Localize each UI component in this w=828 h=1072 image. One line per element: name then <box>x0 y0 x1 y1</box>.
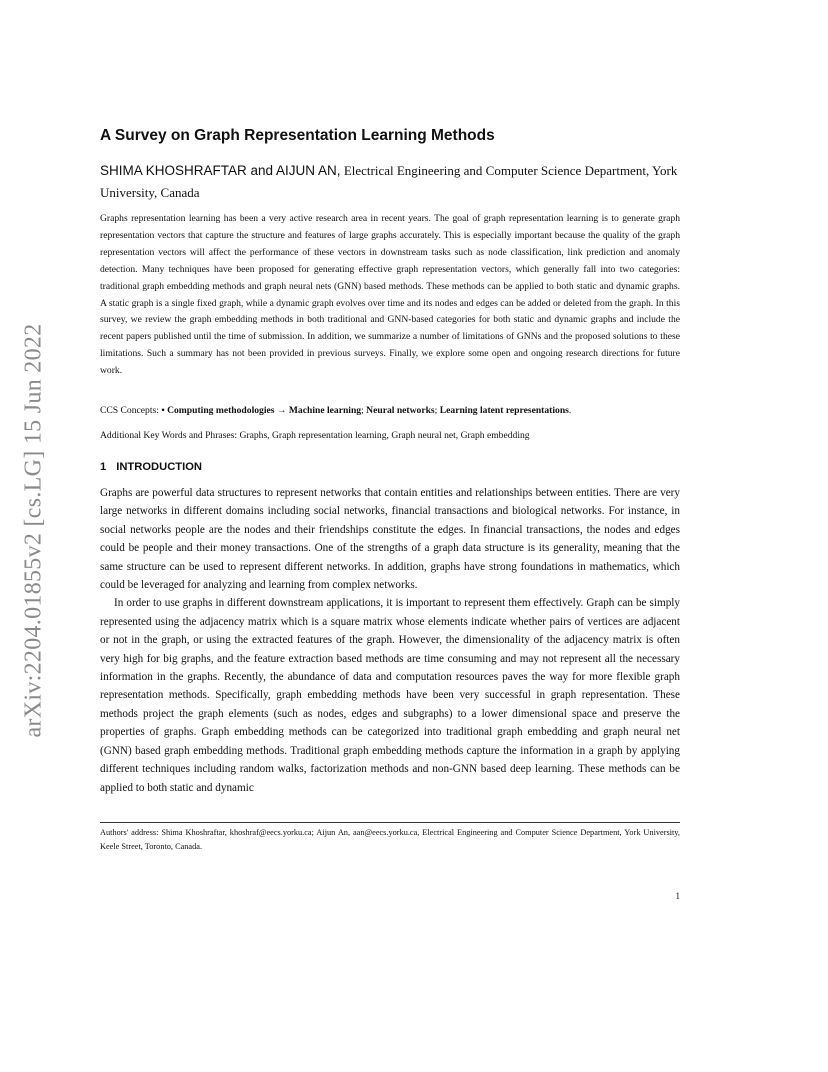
ccs-separator: ; <box>361 405 367 416</box>
paragraph: In order to use graphs in different downstream applications, it is important to represent them effectively. Graph can be simply represented using the adjacency matrix which is a square matrix whose elements indicate whether pairs of vertices are adjacent or not in the graph, or using the extracted features of the graph. However, the dimensionality of the adjacency matrix is often very high for big graphs, and the feature extraction based methods are time consuming and may not represent all the necessary information in the graphs. Recently, the abundance of data and computation resources paves the way for more flexible graph representation methods. Specifically, graph embedding methods have been very successful in graph representation. These methods project the graph elements (such as nodes, edges and subgraphs) to a lower dimensional space and preserve the properties of graphs. Graph embedding methods can be categorized into traditional graph embedding and graph neural net (GNN) based graph embedding methods. Traditional graph embedding methods capture the information in a graph by applying different techniques including random walks, factorization methods and non-GNN based deep learning. These methods can be applied to both static and dynamic <box>100 597 680 794</box>
ccs-end: . <box>568 405 572 416</box>
body-text <box>100 484 680 797</box>
keywords: Additional Key Words and Phrases: Graphs, Graph representation learning, Graph neural net, Graph embedding <box>100 430 530 441</box>
page-number: 1 <box>675 891 680 901</box>
paper-title: A Survey on Graph Representation Learning Methods <box>100 127 495 144</box>
author-block <box>100 160 680 204</box>
ccs-arrow: → <box>274 405 289 416</box>
arxiv-id: arXiv:2204.01855v2 [cs.LG] 15 Jun 2022 <box>20 322 47 738</box>
footnote: Authors' address: Shima Khoshraftar, khoshraf@eecs.yorku.ca; Aijun An, aan@eecs.yorku.ca, Electrical Engineering and Computer Science Department, York University, Keele Street, Toronto, Canada. <box>100 828 680 851</box>
ccs-concepts <box>100 405 680 416</box>
section-number: 1 <box>100 461 107 473</box>
ccs-bullet: • <box>161 405 168 416</box>
ccs-concept-3: Neural networks <box>366 405 435 416</box>
author-names: SHIMA KHOSHRAFTAR and AIJUN AN, <box>100 163 341 178</box>
ccs-concept-1: Computing methodologies <box>167 405 275 416</box>
author-affiliation: Electrical Engineering and Computer Science Department, York University, Canada <box>100 163 678 200</box>
paragraph: Graphs are powerful data structures to represent networks that contain entities and relationships between entities. There are very large networks in different domains including social networks, financial transactions and biological networks. For instance, in social networks people are the nodes and their friendships constitute the edges. In financial transactions, the nodes and edges could be people and their money transactions. One of the strengths of a graph data structure is its generality, meaning that the same structure can be used to represent different networks. In addition, graphs have strong foundations in mathematics, which could be leveraged for analyzing and learning from complex networks. <box>100 487 680 592</box>
section-heading <box>100 461 680 473</box>
section-title: INTRODUCTION <box>116 461 202 473</box>
abstract: Graphs representation learning has been a very active research area in recent years. The goal of graph representation learning is to generate graph representation vectors that capture the structure and features of large graphs accurately. This is especially important because the quality of the graph representation vectors will affect the performance of these vectors in downstream tasks such as node classification, link prediction and anomaly detection. Many techniques have been proposed for generating effective graph representation vectors, which generally fall into two categories: traditional graph embedding methods and graph neural nets (GNN) based methods. These methods can be applied to both static and dynamic graphs. A static graph is a single fixed graph, while a dynamic graph evolves over time and its nodes and edges can be added or deleted from the graph. In this survey, we review the graph embedding methods in both traditional and GNN-based categories for both static and dynamic graphs and include the recent papers published until the time of submission. In addition, we summarize a number of limitations of GNNs and the proposed solutions to these limitations. Such a summary has not been provided in previous surveys. Finally, we explore some open and ongoing research directions for future work. <box>100 213 680 377</box>
ccs-separator: ; <box>434 405 440 416</box>
arxiv-stamp <box>14 300 54 760</box>
ccs-concept-2: Machine learning <box>288 405 362 416</box>
ccs-concept-4: Learning latent representations <box>439 405 569 416</box>
footnote-divider <box>100 822 680 823</box>
ccs-label: CCS Concepts: <box>100 405 162 416</box>
